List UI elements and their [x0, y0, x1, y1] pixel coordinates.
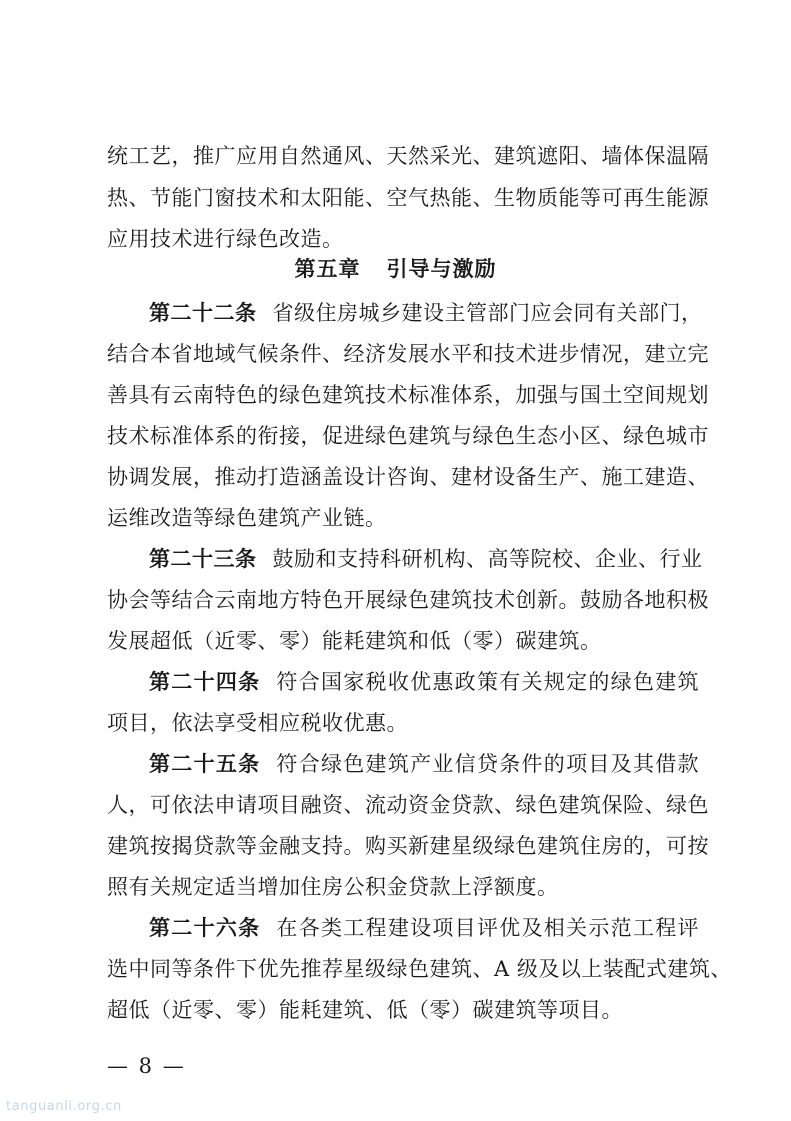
article-25-text: 符合绿色建筑产业信贷条件的项目及其借款: [276, 752, 700, 776]
article-22-line: 结合本省地域气候条件、经济发展水平和技术进步情况，建立完: [107, 342, 709, 366]
article-25-line: 照有关规定适当增加住房公积金贷款上浮额度。: [107, 875, 559, 899]
article-22-label: 第二十二条: [149, 300, 257, 325]
article-26-label: 第二十六条: [149, 915, 261, 940]
article-26-line: 超低（近零、零）能耗建筑、低（零）碳建筑等项目。: [107, 998, 623, 1022]
page-number: — 8 —: [107, 1054, 186, 1078]
article-24-first-line: [149, 667, 699, 697]
article-25-label: 第二十五条: [149, 751, 261, 776]
intro-line-1: 统工艺，推广应用自然通风、天然采光、建筑遮阳、墙体保温隔: [107, 144, 709, 168]
article-23-line: 协会等结合云南地方特色开展绿色建筑技术创新。鼓励各地积极: [107, 588, 709, 612]
article-22-line: 善具有云南特色的绿色建筑技术标准体系，加强与国土空间规划: [107, 383, 709, 407]
article-22-first-line: [149, 298, 703, 328]
article-26-line: 选中同等条件下优先推荐星级绿色建筑、A 级及以上装配式建筑、: [107, 957, 732, 981]
article-22-line: 技术标准体系的衔接，促进绿色建筑与绿色生态小区、绿色城市: [107, 424, 709, 448]
article-23-label: 第二十三条: [149, 546, 257, 571]
article-25-line: 人，可依法申请项目融资、流动资金贷款、绿色建筑保险、绿色: [107, 793, 709, 817]
article-22-text: 省级住房城乡建设主管部门应会同有关部门，: [272, 301, 703, 325]
intro-line-3: 应用技术进行绿色改造。: [107, 227, 344, 251]
chapter-title: 引导与激励: [386, 257, 497, 281]
watermark: tanguanli.org.cn: [6, 1099, 122, 1114]
article-23-first-line: [149, 544, 703, 574]
article-23-line: 发展超低（近零、零）能耗建筑和低（零）碳建筑。: [107, 629, 602, 653]
chapter-number: 第五章: [294, 257, 361, 281]
article-22-line: 协调发展，推动打造涵盖设计咨询、建材设备生产、施工建造、: [107, 465, 709, 489]
article-26-text: 在各类工程建设项目评优及相关示范工程评: [276, 916, 700, 940]
article-25-first-line: [149, 749, 699, 779]
article-24-label: 第二十四条: [149, 669, 261, 694]
article-24-text: 符合国家税收优惠政策有关规定的绿色建筑: [276, 670, 700, 694]
chapter-heading: [0, 254, 791, 284]
article-26-first-line: [149, 913, 699, 943]
article-22-line: 运维改造等绿色建筑产业链。: [107, 506, 387, 530]
article-24-line: 项目，依法享受相应税收优惠。: [107, 711, 408, 735]
article-25-line: 建筑按揭贷款等金融支持。购买新建星级绿色建筑住房的，可按: [107, 834, 709, 858]
intro-line-2: 热、节能门窗技术和太阳能、空气热能、生物质能等可再生能源: [107, 186, 709, 210]
article-23-text: 鼓励和支持科研机构、高等院校、企业、行业: [272, 547, 703, 571]
